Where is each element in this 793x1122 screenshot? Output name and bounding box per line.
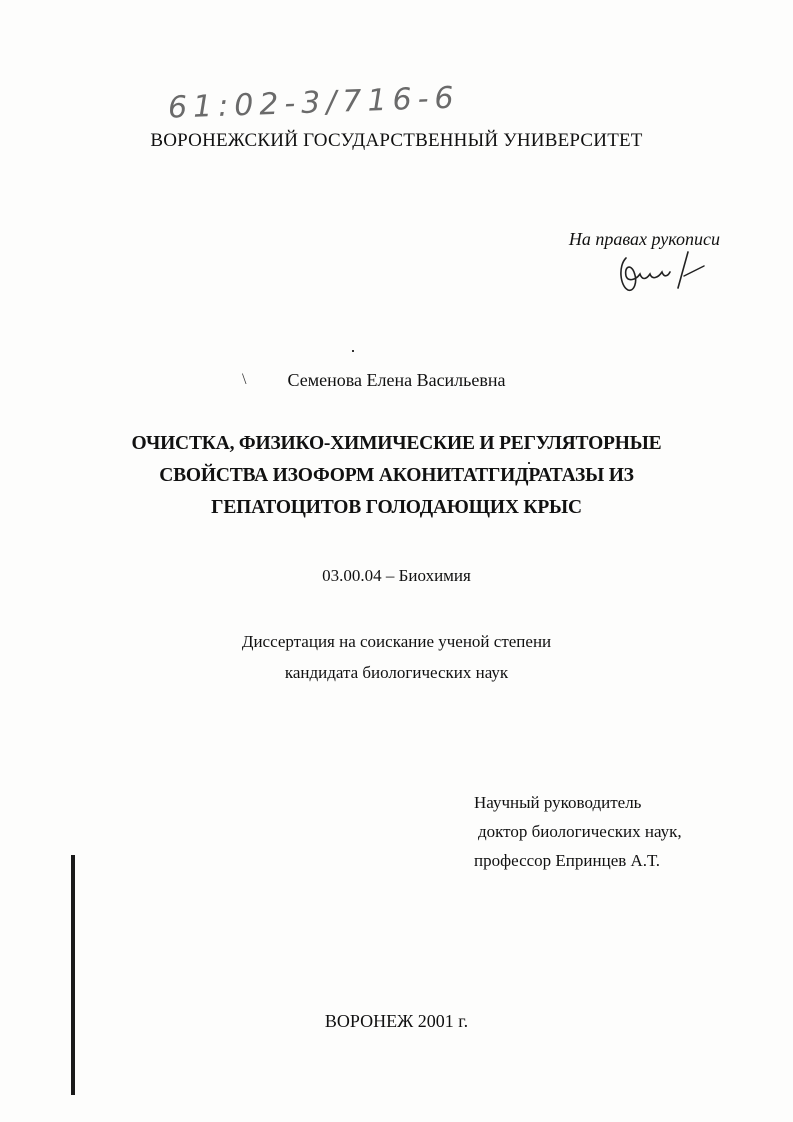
title-line: СВОЙСТВА ИЗОФОРМ АКОНИТАТГИДРАТАЗЫ ИЗ	[159, 465, 634, 486]
degree-line: кандидата биологических наук	[284, 663, 509, 682]
supervisor-degree: доктор биологических наук,	[478, 822, 682, 841]
supervisor-role: Научный руководитель	[474, 793, 642, 812]
university-name: ВОРОНЕЖСКИЙ ГОСУДАРСТВЕННЫЙ УНИВЕРСИТЕТ	[150, 130, 643, 151]
specialty-code: 03.00.04 – Биохимия	[322, 566, 471, 585]
dissertation-title	[0, 428, 793, 524]
title-line: ГЕПАТОЦИТОВ ГОЛОДАЮЩИХ КРЫС	[211, 497, 582, 518]
pencil-tick-mark: \	[242, 371, 247, 388]
handwritten-signature	[612, 246, 712, 296]
supervisor-name: профессор Епринцев А.Т.	[474, 851, 660, 870]
city-year: ВОРОНЕЖ 2001 г.	[324, 1011, 469, 1031]
degree-line: Диссертация на соискание ученой степени	[241, 632, 552, 651]
author-name: Семенова Елена Васильевна	[287, 370, 506, 390]
supervisor-block	[474, 788, 774, 875]
handwritten-shelf-mark: 61:02-3/716-6	[167, 80, 461, 126]
scan-speck	[352, 350, 354, 352]
scan-margin-edge	[71, 855, 75, 1095]
title-line: ОЧИСТКА, ФИЗИКО-ХИМИЧЕСКИЕ И РЕГУЛЯТОРНЫЕ	[131, 433, 662, 454]
degree-statement	[0, 626, 793, 688]
manuscript-rights-note: На правах рукописи	[568, 229, 720, 249]
